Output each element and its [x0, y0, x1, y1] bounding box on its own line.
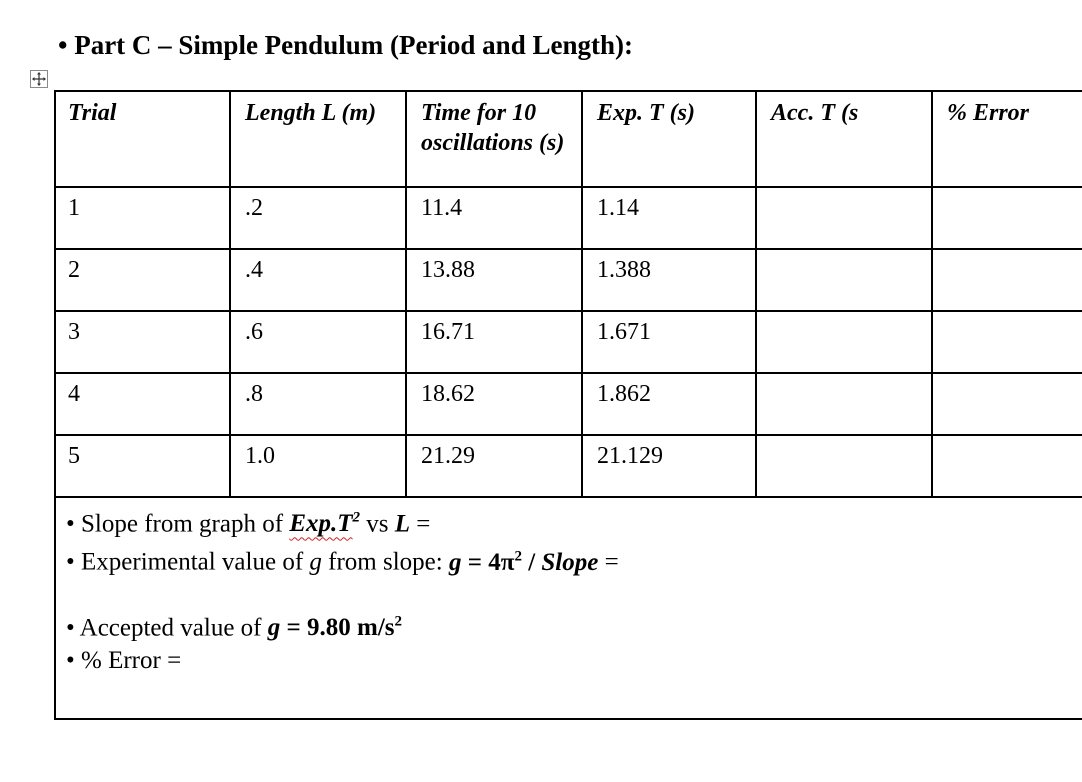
bullet: • — [66, 646, 75, 674]
spellcheck-word[interactable]: Exp.T — [289, 510, 353, 538]
bullet: • — [66, 548, 75, 576]
accepted-g-line: • Accepted value of g = 9.80 $m/s^2$ — [66, 613, 402, 641]
cell-trial[interactable]: 5 — [54, 435, 230, 497]
slope-line: • Slope from graph of $Exp.T^2$ vs L = — [66, 510, 431, 538]
cell-length[interactable]: .8 — [230, 373, 406, 435]
cell-error[interactable] — [932, 435, 1082, 497]
header-trial: Trial — [54, 91, 230, 187]
cell-trial[interactable]: 1 — [54, 187, 230, 249]
cell-exp-t[interactable]: 1.862 — [582, 373, 756, 435]
cell-error[interactable] — [932, 311, 1082, 373]
cell-acc-t[interactable] — [756, 373, 932, 435]
bullet: • — [66, 613, 75, 641]
table-row — [54, 311, 1082, 373]
cell-length[interactable]: .6 — [230, 311, 406, 373]
cell-error[interactable] — [932, 187, 1082, 249]
cell-time[interactable]: 11.4 — [406, 187, 582, 249]
cell-acc-t[interactable] — [756, 435, 932, 497]
table-row — [54, 187, 1082, 249]
table-move-handle-icon[interactable] — [30, 70, 48, 88]
cell-error[interactable] — [932, 373, 1082, 435]
header-acc-t: Acc. T (s — [756, 91, 932, 187]
table-header-row — [54, 91, 1082, 187]
table-row — [54, 435, 1082, 497]
section-heading: • Part C – Simple Pendulum (Period and Length): — [58, 30, 633, 60]
header-error: % Error — [932, 91, 1082, 187]
cell-length[interactable]: 1.0 — [230, 435, 406, 497]
cell-exp-t[interactable]: 1.671 — [582, 311, 756, 373]
cell-trial[interactable]: 4 — [54, 373, 230, 435]
cell-error[interactable] — [932, 249, 1082, 311]
header-length: Length L (m) — [230, 91, 406, 187]
slope-text: Slope from graph of — [81, 510, 290, 538]
cell-exp-t[interactable]: 21.129 — [582, 435, 756, 497]
experimental-g-line: • Experimental value of g from slope: $g = 4\pi^2$ / Slope = — [66, 548, 619, 576]
header-time: Time for 10 oscillations (s) — [406, 91, 582, 187]
cell-time[interactable]: 21.29 — [406, 435, 582, 497]
header-exp-t: Exp. T (s) — [582, 91, 756, 187]
cell-acc-t[interactable] — [756, 311, 932, 373]
cell-trial[interactable]: 3 — [54, 311, 230, 373]
cell-exp-t[interactable]: 1.388 — [582, 249, 756, 311]
cell-time[interactable]: 16.71 — [406, 311, 582, 373]
table-row — [54, 373, 1082, 435]
pendulum-data-table — [54, 90, 1082, 498]
bullet: • — [66, 510, 75, 538]
cell-time[interactable]: 13.88 — [406, 249, 582, 311]
notes-block — [66, 502, 619, 677]
cell-length[interactable]: .4 — [230, 249, 406, 311]
percent-error-line: • % Error = — [66, 646, 182, 674]
cell-exp-t[interactable]: 1.14 — [582, 187, 756, 249]
cell-trial[interactable]: 2 — [54, 249, 230, 311]
table-row — [54, 249, 1082, 311]
cell-acc-t[interactable] — [756, 249, 932, 311]
cell-length[interactable]: .2 — [230, 187, 406, 249]
cell-time[interactable]: 18.62 — [406, 373, 582, 435]
cell-acc-t[interactable] — [756, 187, 932, 249]
